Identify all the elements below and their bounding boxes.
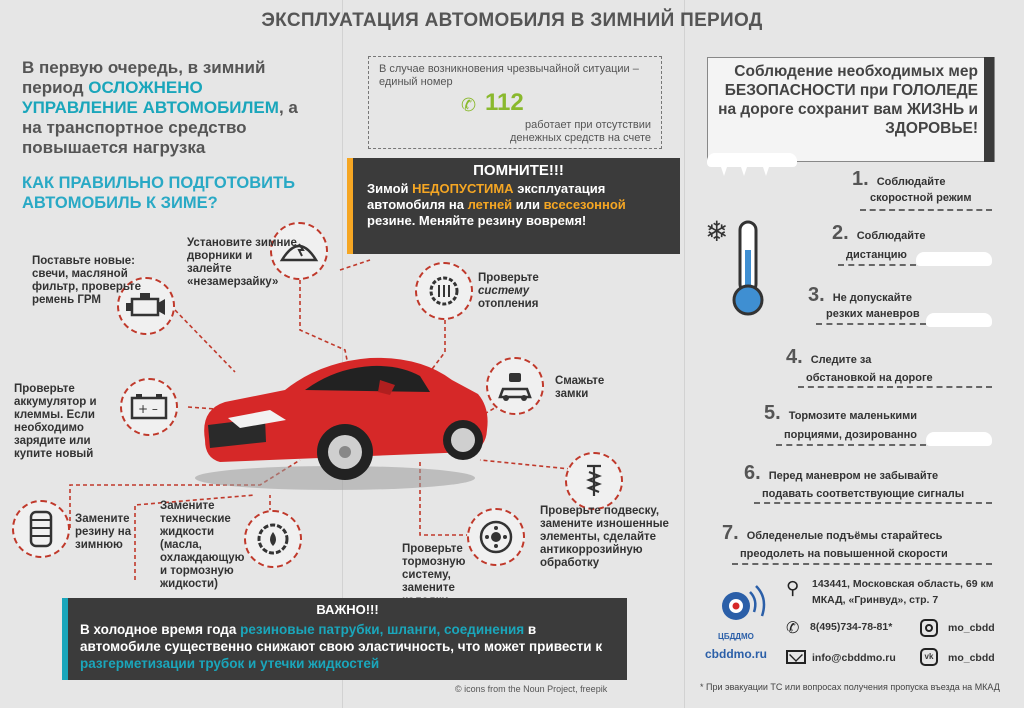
safety-p5: ! [972,120,978,137]
rule-5 [764,402,917,425]
phone-icon: ✆ [786,620,800,637]
tire-icon [12,500,70,558]
rule-number: 4. [786,346,803,368]
remember-h3: всесезонной [543,197,626,212]
rule-3b: резких маневров [826,308,920,320]
remember-h1: НЕДОПУСТИМА [412,181,514,196]
contact-address-1: 143441, Московская область, 69 км [812,578,994,590]
instagram-icon[interactable] [920,619,938,637]
thermometer-icon [728,220,768,320]
tip-battery: Проверьте аккумулятор и клеммы. Если необходимо зарядите или купите новый [14,383,97,460]
fluid-gear-icon [244,510,302,568]
intro-part2: , а на транспортное средство повышается нагрузка [22,98,298,157]
remember-h2: летней [467,197,513,212]
rule-underline [732,563,992,565]
rule-text-a: Обледенелые подъёмы старайтесь [746,530,943,542]
remember-p4: резине. Меняйте резину вовремя! [367,213,587,228]
rule-6b: подавать соответствующие сигналы [762,488,965,500]
important-box [62,598,627,680]
important-h1: резиновые патрубки, шланги, соединения [240,622,525,637]
important-text [80,621,615,672]
rule-text-a: Следите за [810,354,872,366]
rule-text-a: Соблюдайте [856,230,926,242]
fold-line-right [684,0,685,708]
intro-highlight: ОСЛОЖНЕНО УПРАВЛЕНИЕ АВТОМОБИЛЕМ [22,78,279,117]
org-site-link[interactable]: cbddmo.ru [705,647,767,661]
lock-icon [486,357,544,415]
remember-p1: Зимой [367,181,413,196]
org-logo-icon [712,582,772,632]
rule-underline [816,323,926,325]
safety-text [712,62,978,138]
rule-3 [808,284,912,307]
important-title: ВАЖНО!!! [316,602,379,617]
icicle [740,164,748,176]
rule-7b: преодолеть на повышенной скорости [740,548,948,560]
safety-accent-bar [984,57,994,162]
safety-p3: на дороге сохранит вам [718,101,907,118]
safety-p1: Соблюдение необходимых мер [734,63,978,80]
rule-number: 6. [744,462,761,484]
remember-title: ПОМНИТЕ!!! [473,162,564,179]
suspension-icon [565,452,623,510]
safety-p4: и [964,101,978,118]
heater-icon [415,262,473,320]
rule-text-a: Соблюдайте [876,176,946,188]
rule-number: 7. [722,522,739,544]
rule-text-a: Перед маневром не забывайте [768,470,939,482]
emergency-bottom-text: работает при отсутствии денежных средств на счете [510,119,651,144]
tip-suspension: Проверьте подвеску, замените изношенные элементы, сделайте антикоррозийную обработку [540,505,669,569]
phone-icon: ✆ [461,95,477,115]
snow-cap [926,432,992,446]
tip-tires: Замените резину на зимнюю [75,513,132,551]
rule-underline [838,264,916,266]
vk-icon[interactable]: vk [920,648,938,666]
rule-underline [754,502,992,504]
emergency-top-text: В случае возникновения чрезвычайной ситуации – единый номер [379,63,639,88]
contact-vk[interactable]: mo_cbdd [948,652,995,664]
important-h2: разгерметизации трубок и утечки жидкостей [80,656,380,671]
contact-address-2: МКАД, «Гринвуд», стр. 7 [812,594,939,606]
rule-4b: обстановкой на дороге [806,372,933,384]
icicle [720,164,728,176]
rule-5b: порциями, дозированно [784,429,918,441]
rule-number: 2. [832,222,849,244]
icon-credit: © icons from the Noun Project, freepik [455,684,608,694]
rule-number: 3. [808,284,825,306]
tip-heating-1: Проверьте [478,272,539,284]
rule-text-a: Не допускайте [832,292,913,304]
rule-underline [776,444,926,446]
rule-4 [786,346,871,369]
safety-h2: ГОЛОЛЕДЕ [892,82,978,99]
snow-cap [926,313,992,327]
footnote: * При эвакуации ТС или вопросах получения пропуска въезда на МКАД [700,682,1000,692]
rule-underline [860,209,992,211]
intro-part1: В первую очередь, в зимний период [22,58,266,97]
important-p2: в автомобиле существенно снижают свою эластичность, что может привести к [80,622,603,654]
rule-1b: скоростной режим [870,192,972,204]
rule-text-a: Тормозите маленькими [788,410,918,422]
tip-engine: Поставьте новые: свечи, масляной фильтр, проверьте ремень ГРМ [32,255,141,306]
battery-icon [120,378,178,436]
contact-phone[interactable]: 8(495)734-78-81* [810,621,893,633]
contact-instagram[interactable]: mo_cbdd [948,622,995,634]
tip-brakes: Проверьте тормозную систему, замените [402,543,466,594]
rule-number: 5. [764,402,781,424]
location-pin-icon: ⚲ [786,578,800,598]
rule-underline [798,386,992,388]
remember-p2: эксплуатация автомобиля на [367,181,606,212]
email-icon [786,650,806,664]
safety-h4: ЗДОРОВЬЕ [885,120,973,137]
svg-text:+ –: + – [138,402,158,416]
prepare-question: КАК ПРАВИЛЬНО ПОДГОТОВИТЬ АВТОМОБИЛЬ К ЗИМЕ? [22,174,295,212]
rule-1 [852,168,945,191]
rule-number: 1. [852,168,869,190]
emergency-number: 112 [485,89,524,116]
contact-email[interactable]: info@cbddmo.ru [812,652,896,664]
tip-heating-2: систему [478,285,530,297]
page-title: ЭКСПЛУАТАЦИЯ АВТОМОБИЛЯ В ЗИМНИЙ ПЕРИОД [261,10,763,31]
snow-cap [916,252,992,266]
safety-p2: при [855,82,893,99]
tip-wipers: Установите зимние дворники и залейте «незамерзайку» [187,237,297,288]
rule-2b: дистанцию [846,249,907,261]
org-logo-text: ЦБДДМО [718,632,754,641]
snowflake-icon: ❄ [705,216,729,247]
tip-fluids: Замените технические жидкости (масла, охлаждающую и тормозную жидкости) [160,500,245,590]
tip-locks: Смажьте замки [555,375,605,400]
rule-7 [722,522,942,545]
tip-heating [478,272,568,311]
important-p1: В холодное время года [80,622,241,637]
remember-p3: или [512,197,544,212]
safety-h1: БЕЗОПАСНОСТИ [724,82,856,99]
rule-6 [744,462,938,485]
rule-2 [832,222,925,245]
icicle [762,164,770,176]
tip-heating-3: отопления [478,298,539,310]
safety-h3: ЖИЗНЬ [906,101,965,118]
